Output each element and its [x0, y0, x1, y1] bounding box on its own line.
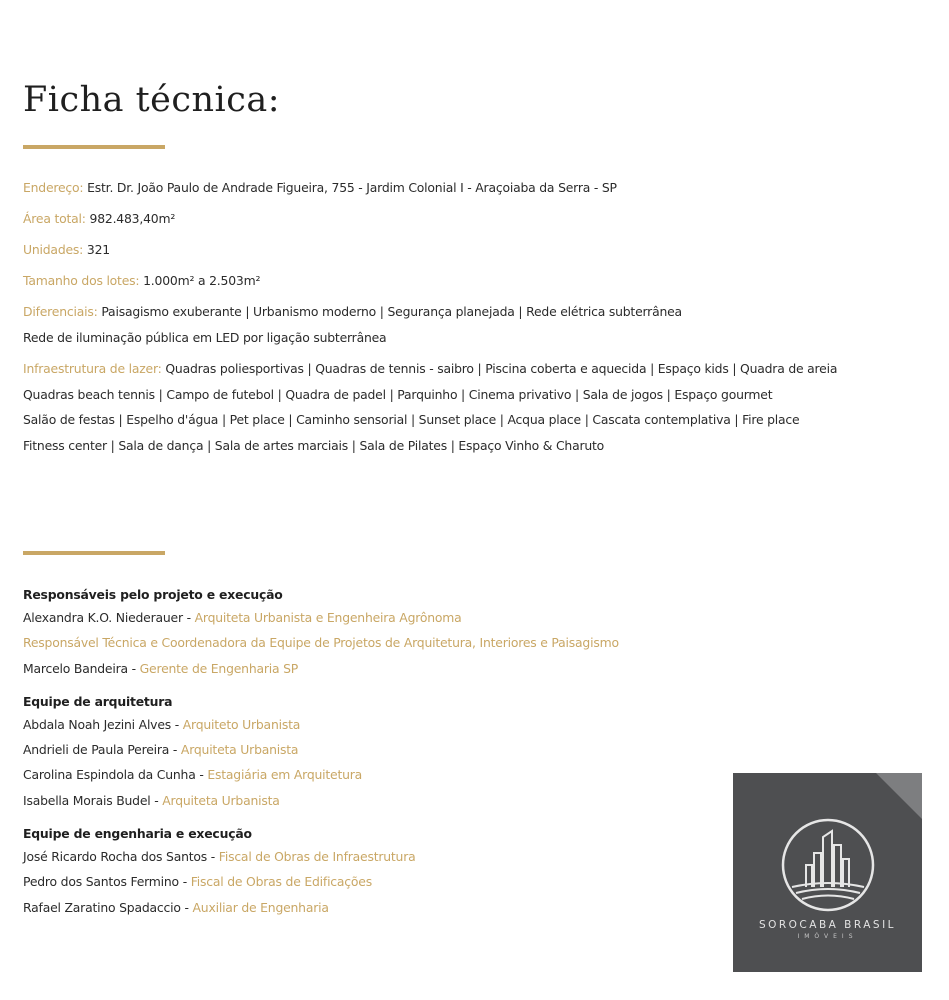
member-name: Pedro dos Santos Fermino: [23, 874, 179, 890]
member-name: Isabella Morais Budel: [23, 792, 151, 808]
name-role-separator: -: [171, 716, 183, 732]
spec-diferenciais: [23, 299, 923, 325]
member-name: Alexandra K.O. Niederauer: [23, 610, 183, 625]
team-member: [23, 605, 723, 630]
team-member: [23, 656, 723, 681]
spec-unidades: [23, 240, 923, 260]
team-section: [23, 585, 723, 920]
spec-label: Infraestrutura de lazer:: [23, 361, 162, 376]
logo-sub-text: IMÓVEIS: [797, 933, 858, 940]
name-role-separator: -: [207, 849, 219, 865]
member-name: Andrieli de Paula Pereira: [23, 742, 170, 758]
member-role: Arquiteta Urbanista: [162, 792, 280, 808]
spec-value: 321: [86, 242, 110, 257]
city-buildings-icon: [776, 813, 880, 917]
member-role: Arquiteto Urbanista: [182, 716, 301, 732]
spec-infraestrutura: [23, 356, 923, 382]
spec-infraestrutura-continued: [23, 382, 923, 408]
member-name: Abdala Noah Jezini Alves: [23, 716, 171, 732]
spec-tamanho-lotes: [23, 271, 923, 291]
member-role: Responsável Técnica e Coordenadora da Equipe de Projetos de Arquitetura, Interiores e Paisagismo: [23, 635, 619, 651]
team-heading: Equipe de engenharia e execução: [23, 826, 252, 842]
name-role-separator: -: [182, 610, 195, 625]
spec-label: Diferenciais:: [23, 304, 98, 319]
member-role: Fiscal de Obras de Edificações: [190, 874, 372, 890]
spec-endereco: [23, 178, 923, 198]
spec-label: Tamanho dos lotes:: [23, 273, 140, 288]
spec-value: Estr. Dr. João Paulo de Andrade Figueira, 755 - Jardim Colonial I - Araçoiaba da Serra - SP: [87, 180, 617, 195]
logo-brand-text: SOROCABA BRASIL: [758, 919, 897, 931]
name-role-separator: -: [150, 792, 163, 808]
spec-value: Fitness center | Sala de dança | Sala de artes marciais | Sala de Pilates | Espaço Vinho & Charuto: [23, 437, 605, 453]
spec-infraestrutura-continued: [23, 433, 923, 459]
spec-value: 1.000m² a 2.503m²: [143, 273, 261, 288]
team-heading: Equipe de arquitetura: [23, 693, 173, 709]
spec-infraestrutura-continued: [23, 407, 923, 433]
team-heading: Responsáveis pelo projeto e execução: [23, 587, 283, 602]
spec-section: [23, 178, 923, 458]
team-member: [23, 737, 723, 762]
member-role: Fiscal de Obras de Infraestrutura: [218, 849, 416, 865]
spec-value: Rede de iluminação pública em LED por ligação subterrânea: [23, 329, 387, 345]
team-member: [23, 712, 723, 737]
member-role: Gerente de Engenharia SP: [139, 660, 299, 676]
name-role-separator: -: [127, 660, 140, 676]
team-member: [23, 869, 723, 894]
title-divider: [23, 145, 165, 149]
section-divider: [23, 551, 165, 555]
page-title: Ficha técnica:: [23, 80, 280, 120]
spec-value: Salão de festas | Espelho d'água | Pet place | Caminho sensorial | Sunset place | Acqua place | Cascata contemplativa | Fire place: [23, 412, 800, 427]
spec-value: Paisagismo exuberante | Urbanismo moderno | Segurança planejada | Rede elétrica subterrânea: [101, 304, 682, 319]
team-member: [23, 895, 723, 920]
spec-label: Área total:: [23, 211, 86, 226]
sorocaba-brasil-logo: [733, 773, 922, 972]
team-member: [23, 788, 723, 813]
spec-label: Unidades:: [23, 242, 84, 257]
member-role: Estagiária em Arquitetura: [207, 767, 363, 783]
spec-value: Quadras poliesportivas | Quadras de tennis - saibro | Piscina coberta e aquecida | Espaço kids | Quadra de areia: [165, 361, 838, 376]
logo-corner-fold: [876, 773, 922, 819]
member-role: Auxiliar de Engenharia: [192, 899, 329, 915]
spec-label: Endereço:: [23, 180, 84, 195]
spec-diferenciais-continued: [23, 325, 923, 351]
spec-value: Quadras beach tennis | Campo de futebol | Quadra de padel | Parquinho | Cinema privativo | Sala de jogos | Espaço gourmet: [23, 386, 773, 402]
spec-area-total: [23, 209, 923, 229]
team-member: [23, 844, 723, 869]
member-name: José Ricardo Rocha dos Santos: [23, 849, 208, 865]
team-member-role-continued: [23, 630, 723, 655]
member-role: Arquiteta Urbanista: [180, 742, 299, 758]
team-member: [23, 762, 723, 787]
member-name: Carolina Espindola da Cunha: [23, 767, 196, 783]
name-role-separator: -: [169, 742, 181, 758]
name-role-separator: -: [178, 874, 191, 890]
name-role-separator: -: [195, 767, 208, 783]
spec-value: 982.483,40m²: [89, 211, 176, 226]
member-name: Rafael Zaratino Spadaccio: [23, 899, 181, 915]
name-role-separator: -: [180, 899, 193, 915]
member-role: Arquiteta Urbanista e Engenheira Agrônoma: [194, 610, 462, 625]
member-name: Marcelo Bandeira: [23, 660, 128, 676]
